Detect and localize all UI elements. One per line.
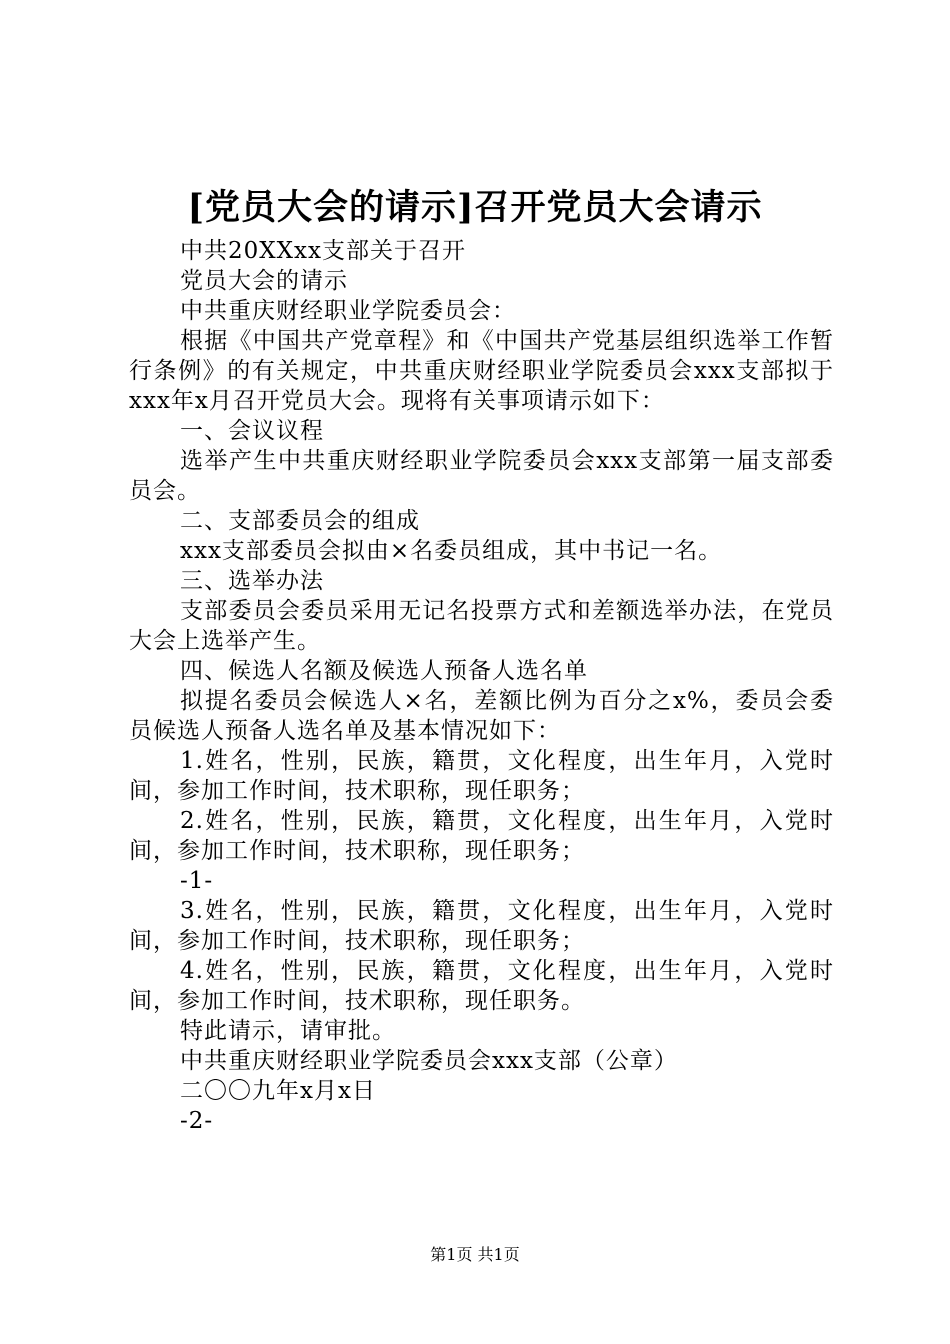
document-title: [党员大会的请示]召开党员大会请示	[187, 187, 763, 228]
candidate-item-2: 2.姓名，性别，民族，籍贯，文化程度，出生年月，入党时间，参加工作时间，技术职称，现任职务；	[129, 808, 834, 864]
intro-paragraph: 根据《中国共产党章程》和《中国共产党基层组织选举工作暂行条例》的有关规定，中共重庆财经职业学院委员会xxx支部拟于xxx年x月召开党员大会。现将有关事项请示如下：	[129, 328, 834, 414]
header-line-1: 中共20XXxx支部关于召开	[180, 238, 466, 264]
section-heading-method: 三、选举办法	[180, 568, 324, 594]
addressee: 中共重庆财经职业学院委员会：	[180, 298, 516, 324]
header-line-2: 党员大会的请示	[180, 268, 348, 294]
candidates-paragraph: 拟提名委员会候选人×名，差额比例为百分之x%，委员会委员候选人预备人选名单及基本情况如下：	[129, 688, 834, 744]
inline-page-marker-2: -2-	[180, 1108, 214, 1134]
inline-page-marker-1: -1-	[180, 868, 214, 894]
section-heading-candidates: 四、候选人名额及候选人预备人选名单	[180, 658, 588, 684]
page-footer: 第1页 共1页	[430, 1245, 520, 1264]
document-body	[129, 236, 834, 1136]
agenda-paragraph: 选举产生中共重庆财经职业学院委员会xxx支部第一届支部委员会。	[129, 448, 834, 504]
signature-org: 中共重庆财经职业学院委员会xxx支部（公章）	[180, 1048, 678, 1074]
method-paragraph: 支部委员会委员采用无记名投票方式和差额选举办法，在党员大会上选举产生。	[129, 598, 834, 654]
composition-paragraph: xxx支部委员会拟由×名委员组成，其中书记一名。	[180, 538, 723, 564]
candidate-item-1: 1.姓名，性别，民族，籍贯，文化程度，出生年月，入党时间，参加工作时间，技术职称，现任职务；	[129, 748, 834, 804]
candidate-item-3: 3.姓名，性别，民族，籍贯，文化程度，出生年月，入党时间，参加工作时间，技术职称，现任职务；	[129, 898, 834, 954]
section-heading-composition: 二、支部委员会的组成	[180, 508, 420, 534]
closing-request: 特此请示，请审批。	[180, 1018, 396, 1044]
candidate-item-4: 4.姓名，性别，民族，籍贯，文化程度，出生年月，入党时间，参加工作时间，技术职称，现任职务。	[129, 958, 834, 1014]
section-heading-agenda: 一、会议议程	[180, 418, 324, 444]
signature-date: 二〇〇九年x月x日	[180, 1078, 376, 1104]
